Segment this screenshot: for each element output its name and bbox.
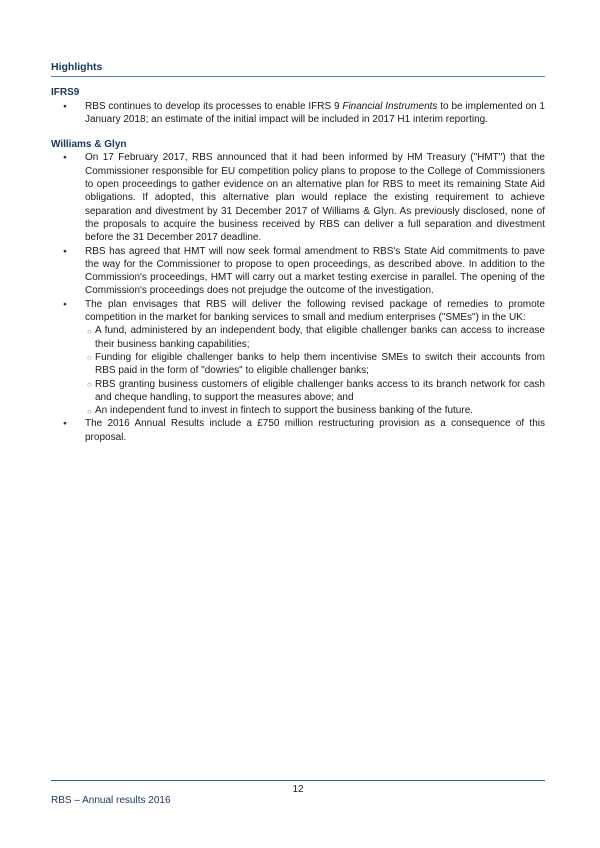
sub-bullet-text: An independent fund to invest in fintech to support the business banking of the future. [95,405,474,417]
section-williams-glyn [51,138,545,444]
bullet-item [51,298,545,325]
sub-bullet-text: Funding for eligible challenger banks to help them incentivise SMEs to switch their accounts from RBS paid in the form of "dowries" to eligible challenger banks; [95,351,545,377]
sub-bullet-text: A fund, administered by an independent body, that eligible challenger banks can access to increase their business banking capabilities; [95,325,545,350]
bullet-item [51,100,545,127]
bullet-icon: ● [63,247,67,255]
page-footer [51,780,545,808]
section-heading-williams-glyn: Williams & Glyn [51,139,127,151]
sub-bullet-item [51,324,545,351]
bullet-item [51,245,545,298]
sub-bullet-item [51,404,545,417]
section-heading-ifrs9: IFRS9 [51,87,80,99]
bullet-text: RBS has agreed that HMT will now seek formal amendment to RBS's State Aid commitments to pave the way for the Commissioner to propose to open proceedings, as described above. In addition to the Commission's proceedings, HMT will carry out a market testing exercise in parallel. The opening of the Commission's proceedings does not prejudge the outcome of the investigation. [85,245,545,297]
bullet-text-segment: to be implemented on 1 January 2018; an estimate of the initial impact will be included in 2017 H1 interim reporting. [85,100,545,125]
page-content [51,61,545,444]
bullet-item [51,417,545,444]
sub-bullet-item [51,351,545,378]
page-number: 12 [292,784,304,795]
sub-bullet-item [51,378,545,405]
bullet-text-segment: RBS continues to develop its processes to enable IFRS 9 [85,100,343,112]
circle-bullet-icon: ○ [87,326,92,336]
circle-bullet-icon: ○ [87,353,92,363]
footer-rule [51,780,545,781]
page-title: Highlights [51,61,545,77]
bullet-text-italic-segment: Financial Instruments [342,100,438,112]
bullet-icon: ● [63,154,67,162]
bullet-text: On 17 February 2017, RBS announced that it had been informed by HM Treasury ("HMT") that the Commissioner responsible for EU competition policy plans to propose to the College of Commissioners to open proceedings to gather evidence on an alternative plan for RBS to meet its remaining State Aid obligations. If adopted, this alternative plan would replace the existing requirement to achieve separation and divestment by 31 December 2017 of Williams & Glyn. As previously disclosed, none of the proposals to acquire the business received by RBS can deliver a full separation and divestment before the 31 December 2017 deadline. [85,152,545,244]
circle-bullet-icon: ○ [87,380,92,390]
circle-bullet-icon: ○ [87,406,92,416]
section-ifrs9 [51,86,545,126]
bullet-icon: ● [63,300,67,308]
sub-bullet-text: RBS granting business customers of eligible challenger banks access to its branch network for cash and cheque handling, to support the measures above; and [95,378,545,403]
bullet-text [85,100,545,127]
footer-doc-label: RBS – Annual results 2016 [51,795,171,807]
bullet-item [51,151,545,244]
bullet-text: The 2016 Annual Results include a £750 million restructuring provision as a consequence of this proposal. [85,418,545,443]
bullet-icon: ● [63,420,67,428]
bullet-icon: ● [63,102,67,110]
bullet-text: The plan envisages that RBS will deliver the following revised package of remedies to promote competition in the market for banking services to small and medium enterprises ("SMEs") in the UK: [85,298,545,324]
